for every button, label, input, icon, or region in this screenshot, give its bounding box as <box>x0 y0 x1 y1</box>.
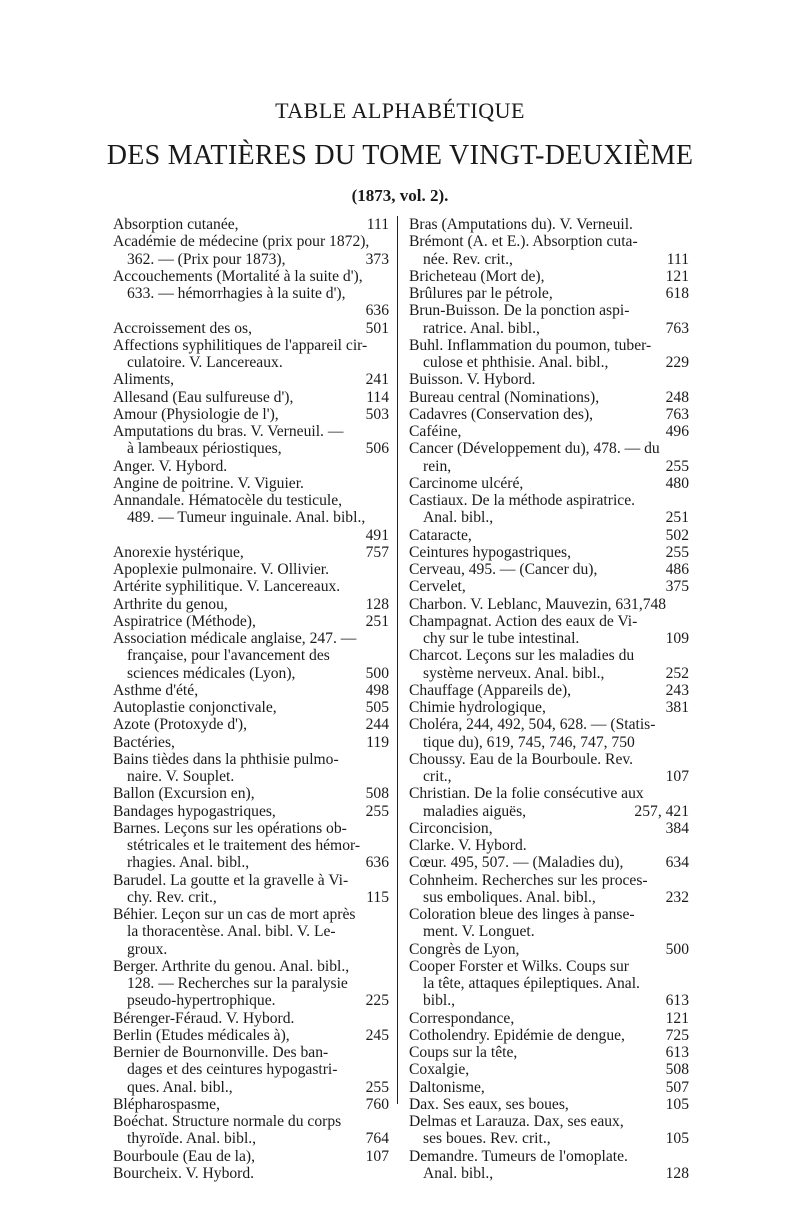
index-entry-text: Artérite syphilitique. V. Lancereaux. <box>113 578 341 596</box>
index-entry-text: Cohnheim. Recherches sur les proces- <box>409 871 648 889</box>
index-entry-text: Amputations du bras. V. Verneuil. — <box>113 423 344 440</box>
index-line <box>113 320 389 337</box>
index-entry-text: Chimie hydrologique, <box>409 699 546 716</box>
index-line <box>113 509 389 526</box>
index-line <box>409 458 689 475</box>
index-line <box>113 768 389 785</box>
index-page-number: 636 <box>365 302 389 320</box>
index-line <box>409 820 689 837</box>
index-page-number: 507 <box>665 1078 689 1096</box>
index-entry-text: dages et des ceintures hypogastri- <box>127 1061 338 1079</box>
index-entry-text: maladies aiguës, <box>423 802 527 820</box>
index-line <box>409 251 689 268</box>
index-line <box>113 475 389 492</box>
index-line <box>113 665 389 682</box>
index-entry-text: chy. Rev. crit., <box>127 888 217 906</box>
index-line <box>409 837 689 854</box>
index-page-number: 111 <box>666 250 689 268</box>
index-line <box>113 647 389 664</box>
index-line <box>409 682 689 699</box>
index-entry-text: naire. V. Souplet. <box>127 768 235 785</box>
index-page-number: 503 <box>365 405 389 423</box>
index-page-number: 241 <box>365 371 389 389</box>
index-page-number: 634 <box>665 854 689 872</box>
index-line <box>113 1079 389 1096</box>
index-entry-text: Ceintures hypogastriques, <box>409 543 571 561</box>
index-entry-text: Circoncision, <box>409 819 493 837</box>
volume-subtitle: (1873, vol. 2). <box>351 186 449 205</box>
index-line <box>409 492 689 509</box>
index-entry-text: Carcinome ulcéré, <box>409 474 524 492</box>
index-entry-text: Barudel. La goutte et la gravelle à Vi- <box>113 871 349 889</box>
index-line <box>409 423 689 440</box>
index-page-number: 251 <box>365 612 389 630</box>
index-entry-text: Daltonisme, <box>409 1078 485 1096</box>
index-entry-text: Dax. Ses eaux, ses boues, <box>409 1095 569 1113</box>
index-line <box>113 285 389 302</box>
index-line <box>409 889 689 906</box>
index-line <box>113 1165 389 1182</box>
index-line <box>409 906 689 923</box>
index-entry-text: Cancer (Développement du), 478. — du <box>409 440 660 458</box>
index-line <box>113 233 389 250</box>
index-line <box>113 354 389 371</box>
index-entry-text: Boéchat. Structure normale du corps <box>113 1113 342 1130</box>
index-line <box>113 751 389 768</box>
index-line <box>113 820 389 837</box>
index-page-number: 508 <box>365 785 389 803</box>
index-line <box>113 1044 389 1061</box>
index-page-number: 115 <box>366 888 389 906</box>
index-page-number: 109 <box>665 630 689 647</box>
index-entry-text: Absorption cutanée, <box>113 216 239 233</box>
index-line <box>409 440 689 457</box>
index-entry-text: Anal. bibl., <box>423 1164 494 1182</box>
index-line <box>113 337 389 354</box>
index-line <box>409 665 689 682</box>
index-line <box>113 958 389 975</box>
index-line <box>409 975 689 992</box>
index-page-number: 257, 421 <box>634 802 689 820</box>
index-line <box>409 285 689 302</box>
index-entry-text: Anger. V. Hybord. <box>113 457 228 475</box>
index-line <box>409 561 689 578</box>
index-page-number: 501 <box>365 319 389 337</box>
index-entry-text: Delmas et Larauza. Dax, ses eaux, <box>409 1113 624 1130</box>
index-entry-text: Bourcheix. V. Hybord. <box>113 1164 255 1182</box>
index-page-number: 506 <box>365 440 389 458</box>
index-entry-text: sus emboliques. Anal. bibl., <box>423 888 596 906</box>
index-entry-text: Annandale. Hématocèle du testicule, <box>113 492 343 509</box>
index-page-number: 255 <box>665 543 689 561</box>
index-line <box>113 854 389 871</box>
index-entry-text: Coxalgie, <box>409 1061 470 1079</box>
page-title-line1: TABLE ALPHABÉTIQUE <box>275 98 525 123</box>
index-entry-text: Bains tièdes dans la phthisie pulmo- <box>113 750 339 768</box>
index-entry-text: Coups sur la tête, <box>409 1044 518 1061</box>
index-entry-text: Brûlures par le pétrole, <box>409 285 553 302</box>
index-entry-text: crit., <box>423 768 452 785</box>
index-line <box>113 785 389 802</box>
index-entry-text: ques. Anal. bibl., <box>127 1078 233 1096</box>
index-page-number: 636 <box>365 854 389 872</box>
index-entry-text: groux. <box>127 940 168 958</box>
index-entry-text: système nerveux. Anal. bibl., <box>423 664 605 682</box>
index-line <box>113 872 389 889</box>
index-page-number: 121 <box>665 1009 689 1027</box>
index-line <box>409 647 689 664</box>
index-line <box>409 1079 689 1096</box>
right-index-column <box>409 216 689 1182</box>
index-page-number: 107 <box>365 1147 389 1165</box>
index-page-number: 505 <box>365 699 389 716</box>
index-entry-text: Brun-Buisson. De la ponction aspi- <box>409 302 630 320</box>
index-page-number: 496 <box>665 423 689 440</box>
index-line <box>113 578 389 595</box>
index-page-number: 613 <box>665 992 689 1010</box>
index-line <box>409 1130 689 1147</box>
index-page-number: 757 <box>365 543 389 561</box>
index-entry-text: Aspiratrice (Méthode), <box>113 612 256 630</box>
index-entry-text: culatoire. V. Lancereaux. <box>127 354 283 371</box>
index-page-number: 763 <box>665 405 689 423</box>
index-entry-text: Cataracte, <box>409 526 472 544</box>
index-line <box>113 1113 389 1130</box>
index-entry-text: Allesand (Eau sulfureuse d'), <box>113 388 294 406</box>
index-page-number: 107 <box>665 768 689 785</box>
index-entry-text: Buhl. Inflammation du poumon, tuber- <box>409 336 652 354</box>
index-page-number: 498 <box>365 681 389 699</box>
index-entry-text: Apoplexie pulmonaire. V. Ollivier. <box>113 561 329 578</box>
index-line <box>113 216 389 233</box>
index-page-number: 128 <box>365 595 389 613</box>
index-page-number: 225 <box>365 992 389 1010</box>
index-entry-text: thyroïde. Anal. bibl., <box>127 1130 257 1148</box>
index-line <box>409 716 689 733</box>
index-line <box>409 320 689 337</box>
index-line <box>113 371 389 388</box>
index-line <box>409 302 689 319</box>
index-line <box>409 803 689 820</box>
index-page-number: 255 <box>665 457 689 475</box>
index-entry-text: sciences médicales (Lyon), <box>127 664 296 682</box>
index-entry-text: Bandages hypogastriques, <box>113 802 276 820</box>
index-entry-text: Cervelet, <box>409 578 466 596</box>
index-line <box>409 1096 689 1113</box>
index-line <box>113 923 389 940</box>
index-entry-text: Angine de poitrine. V. Viguier. <box>113 474 304 492</box>
index-page-number: 500 <box>365 664 389 682</box>
index-page-number: 486 <box>665 561 689 578</box>
index-entry-text: ment. V. Longuet. <box>423 923 535 941</box>
index-page-number: 375 <box>665 578 689 596</box>
index-line <box>113 596 389 613</box>
index-line <box>409 992 689 1009</box>
index-page-number: 763 <box>665 319 689 337</box>
index-entry-text: Castiaux. De la méthode aspiratrice. <box>409 492 636 509</box>
index-entry-text: Choléra, 244, 492, 504, 628. — (Statis- <box>409 716 656 734</box>
index-line <box>113 527 389 544</box>
page-title-line2: DES MATIÈRES DU TOME VINGT-DEUXIÈME <box>106 140 694 171</box>
index-line <box>409 354 689 371</box>
index-entry-text: Demandre. Tumeurs de l'omoplate. <box>409 1147 628 1165</box>
index-entry-text: Cooper Forster et Wilks. Coups sur <box>409 957 629 975</box>
index-line <box>409 544 689 561</box>
index-page-number: 105 <box>665 1130 689 1148</box>
index-entry-text: Ballon (Excursion en), <box>113 785 255 803</box>
index-line <box>409 613 689 630</box>
index-line <box>409 216 689 233</box>
index-entry-text: Cotholendry. Epidémie de dengue, <box>409 1026 625 1044</box>
index-line <box>113 251 389 268</box>
index-line <box>409 1113 689 1130</box>
index-line <box>113 492 389 509</box>
index-page-number: 105 <box>665 1095 689 1113</box>
index-entry-text: Asthme d'été, <box>113 681 199 699</box>
index-line <box>113 613 389 630</box>
index-line <box>113 941 389 958</box>
index-entry-text: culose et phthisie. Anal. bibl., <box>423 354 609 371</box>
index-entry-text: 489. — Tumeur inguinale. Anal. bibl., <box>127 509 366 527</box>
index-line <box>113 1027 389 1044</box>
index-page-number: 255 <box>365 802 389 820</box>
index-line <box>409 509 689 526</box>
index-line <box>113 975 389 992</box>
index-entry-text: Cerveau, 495. — (Cancer du), <box>409 561 598 578</box>
index-entry-text: Bras (Amputations du). V. Verneuil. <box>409 216 633 233</box>
index-line <box>409 872 689 889</box>
index-entry-text: Bricheteau (Mort de), <box>409 267 545 285</box>
index-line <box>409 371 689 388</box>
index-entry-text: 362. — (Prix pour 1873), <box>127 250 286 268</box>
index-line <box>113 1096 389 1113</box>
index-line <box>409 1044 689 1061</box>
index-page-number: 128 <box>665 1164 689 1182</box>
index-entry-text: Berlin (Etudes médicales à), <box>113 1026 290 1044</box>
index-entry-text: Accroissement des os, <box>113 319 253 337</box>
index-line <box>113 1130 389 1147</box>
index-page-number: 114 <box>366 388 389 406</box>
index-page-number: 119 <box>366 733 389 751</box>
index-entry-text: Accouchements (Mortalité à la suite d'), <box>113 267 363 285</box>
index-entry-text: rhagies. Anal. bibl., <box>127 854 250 872</box>
index-entry-text: Bernier de Bournonville. Des ban- <box>113 1044 329 1061</box>
index-line <box>409 389 689 406</box>
index-entry-text: Académie de médecine (prix pour 1872), <box>113 233 370 251</box>
index-line <box>409 475 689 492</box>
index-line <box>409 1010 689 1027</box>
index-line <box>113 699 389 716</box>
index-line <box>409 785 689 802</box>
index-page-number: 613 <box>665 1044 689 1061</box>
index-entry-text: à lambeaux périostiques, <box>127 440 282 458</box>
index-line <box>409 337 689 354</box>
index-entry-text: Congrès de Lyon, <box>409 940 520 958</box>
index-page-number: 725 <box>665 1026 689 1044</box>
index-line <box>409 1165 689 1182</box>
index-line <box>113 423 389 440</box>
index-entry-text: stétricales et le traitement des hémor- <box>127 837 361 854</box>
index-entry-text: Association médicale anglaise, 247. — <box>113 630 357 647</box>
index-entry-text: Anorexie hystérique, <box>113 543 244 561</box>
index-line <box>113 544 389 561</box>
index-page-number: 760 <box>365 1095 389 1113</box>
index-line <box>409 941 689 958</box>
index-page-number: 251 <box>665 509 689 527</box>
index-page-number: 245 <box>365 1026 389 1044</box>
index-line <box>409 630 689 647</box>
index-page-number: 232 <box>665 888 689 906</box>
index-line <box>409 854 689 871</box>
index-page-number: 384 <box>665 819 689 837</box>
index-line <box>113 734 389 751</box>
index-line <box>113 837 389 854</box>
left-index-column <box>113 216 389 1182</box>
index-page-number: 381 <box>665 699 689 716</box>
index-entry-text: ratrice. Anal. bibl., <box>423 319 540 337</box>
index-entry-text: Béhier. Leçon sur un cas de mort après <box>113 906 356 923</box>
index-line <box>113 302 389 319</box>
column-divider <box>397 216 398 1104</box>
index-page-number: 502 <box>665 526 689 544</box>
index-line <box>113 406 389 423</box>
index-entry-text: Affections syphilitiques de l'appareil cir- <box>113 336 368 354</box>
index-line <box>409 751 689 768</box>
index-entry-text: la tête, attaques épileptiques. Anal. <box>423 975 640 992</box>
index-line <box>113 1010 389 1027</box>
index-entry-text: Bourboule (Eau de la), <box>113 1147 256 1165</box>
index-page-number: 121 <box>665 267 689 285</box>
index-entry-text: la thoracentèse. Anal. bibl. V. Le- <box>127 923 336 941</box>
index-entry-text: bibl., <box>423 992 456 1010</box>
index-entry-text: Azote (Protoxyde d'), <box>113 716 248 734</box>
index-entry-text: Berger. Arthrite du genou. Anal. bibl., <box>113 957 350 975</box>
index-entry-text: Choussy. Eau de la Bourboule. Rev. <box>409 750 634 768</box>
index-page-number: 255 <box>365 1078 389 1096</box>
index-line <box>113 1061 389 1078</box>
index-page-number: 248 <box>665 388 689 406</box>
index-entry-text: Anal. bibl., <box>423 509 494 527</box>
index-line <box>113 1148 389 1165</box>
index-page-number: 252 <box>665 664 689 682</box>
index-page-number: 508 <box>665 1061 689 1079</box>
index-line <box>409 527 689 544</box>
index-entry-text: Buisson. V. Hybord. <box>409 371 536 389</box>
index-line <box>409 768 689 785</box>
index-entry-text: Champagnat. Action des eaux de Vi- <box>409 612 638 630</box>
index-entry-text: Coloration bleue des linges à panse- <box>409 906 635 923</box>
index-line <box>409 958 689 975</box>
index-entry-text: Clarke. V. Hybord. <box>409 837 527 854</box>
index-page-number: 491 <box>365 526 389 544</box>
index-entry-text: 128. — Recherches sur la paralysie <box>127 975 348 992</box>
index-line <box>113 389 389 406</box>
index-page-number: 480 <box>665 474 689 492</box>
index-entry-text: Charbon. V. Leblanc, Mauvezin, 631,748 <box>409 595 667 613</box>
index-line <box>113 803 389 820</box>
index-line <box>409 1148 689 1165</box>
index-page-number: 243 <box>665 681 689 699</box>
index-page-number: 500 <box>665 940 689 958</box>
index-line <box>409 268 689 285</box>
index-entry-text: chy sur le tube intestinal. <box>423 630 580 647</box>
index-line <box>409 233 689 250</box>
index-page-number: 618 <box>665 285 689 302</box>
index-line <box>409 699 689 716</box>
index-line <box>409 578 689 595</box>
index-page-number: 111 <box>366 216 389 233</box>
index-entry-text: Aliments, <box>113 371 175 389</box>
index-line <box>113 458 389 475</box>
index-line <box>113 561 389 578</box>
index-line <box>113 682 389 699</box>
index-entry-text: Christian. De la folie consécutive aux <box>409 785 644 803</box>
index-entry-text: Bactéries, <box>113 733 175 751</box>
index-entry-text: Cadavres (Conservation des), <box>409 405 594 423</box>
index-entry-text: pseudo-hypertrophique. <box>127 992 276 1010</box>
index-entry-text: née. Rev. crit., <box>423 250 513 268</box>
index-entry-text: 633. — hémorrhagies à la suite d'), <box>127 285 346 302</box>
index-line <box>113 630 389 647</box>
index-entry-text: Correspondance, <box>409 1009 515 1027</box>
index-entry-text: Amour (Physiologie de l'), <box>113 405 279 423</box>
index-entry-text: tique du), 619, 745, 746, 747, 750 <box>423 733 635 751</box>
index-entry-text: Bérenger-Féraud. V. Hybord. <box>113 1009 295 1027</box>
index-entry-text: ses boues. Rev. crit., <box>423 1130 551 1148</box>
index-entry-text: Cœur. 495, 507. — (Maladies du), <box>409 854 624 872</box>
index-page-number: 244 <box>365 716 389 734</box>
index-line <box>409 1027 689 1044</box>
index-entry-text: Chauffage (Appareils de), <box>409 681 572 699</box>
index-page-number: 373 <box>365 250 389 268</box>
index-entry-text: française, pour l'avancement des <box>127 647 330 665</box>
index-line <box>113 992 389 1009</box>
index-line <box>113 268 389 285</box>
index-entry-text: Brémont (A. et E.). Absorption cuta- <box>409 233 638 251</box>
index-line <box>409 1061 689 1078</box>
index-line <box>113 889 389 906</box>
index-line <box>409 734 689 751</box>
index-entry-text: Charcot. Leçons sur les maladies du <box>409 647 635 665</box>
index-entry-text: Blépharospasme, <box>113 1095 220 1113</box>
index-page-number: 229 <box>665 354 689 371</box>
index-entry-text: Arthrite du genou, <box>113 595 228 613</box>
index-line <box>113 440 389 457</box>
index-line <box>113 716 389 733</box>
index-entry-text: rein, <box>423 457 452 475</box>
index-entry-text: Autoplastie conjonctivale, <box>113 699 277 716</box>
index-line <box>409 596 689 613</box>
index-page-number: 764 <box>365 1130 389 1148</box>
index-line <box>409 406 689 423</box>
index-line <box>409 923 689 940</box>
index-entry-text: Caféine, <box>409 423 462 440</box>
index-line <box>113 906 389 923</box>
index-entry-text: Barnes. Leçons sur les opérations ob- <box>113 819 347 837</box>
index-entry-text: Bureau central (Nominations), <box>409 388 600 406</box>
